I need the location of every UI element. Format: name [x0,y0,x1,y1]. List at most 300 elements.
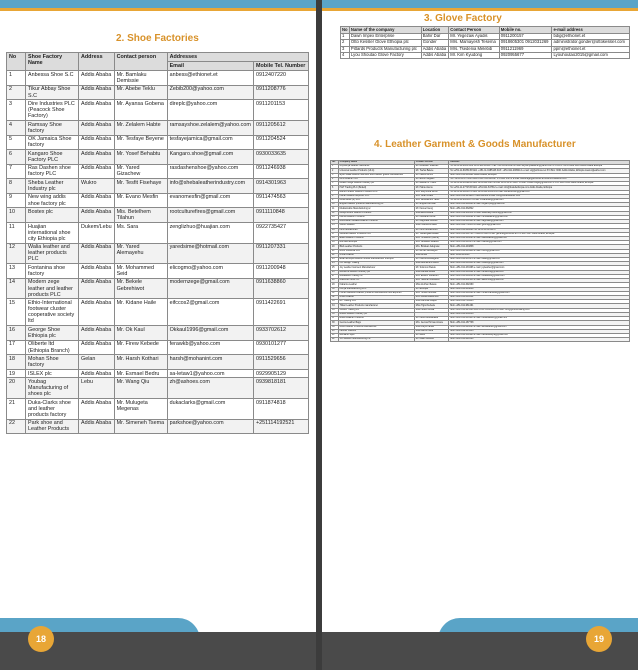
row-number: 36 [331,312,339,316]
row-number: 4 [341,52,350,58]
right-footer [322,618,638,670]
table-row [7,208,309,223]
row-number: 8 [7,179,26,194]
factory-email: modernzege@gmail.com [167,278,253,299]
row-number: 18 [331,236,339,240]
mobile-number: 0911110848 [254,208,309,223]
company-name: Dawn Impex Enterprise [349,33,421,39]
contact-person: Mr. Ok Kaul [114,326,167,341]
mobile-number: 0920955677 [499,52,552,58]
glove-factory-title: 3. Glove Factory [424,13,502,24]
table-row [7,243,309,264]
address: Mob +251-911-235979 e-mail: ewan@gmail.com [449,258,630,262]
factory-name: Modern zege leather and leather products PLC [26,278,79,299]
contact-person: Mr. Yared Gizachew [114,164,167,179]
company-name: Kenya Manufacturing PLC [338,287,414,291]
factory-email: rasdashenshoe@yahoo.com [167,164,253,179]
row-number: 9 [7,193,26,208]
mobile-number: 0911201153 [254,100,309,121]
contact-person: Mr. Fahd Abdulahasai [414,317,448,321]
contact-person: Miss Lidya Hafisa [414,325,448,329]
company-name: Bile Bile Ethiopia [338,241,414,245]
left-footer [0,618,316,670]
contact-person: Mr. Zelalem Habte [114,120,167,135]
address: Mob +251-911-231910 e-mail: adenmus@gmail.com [449,279,630,283]
column-header: Location [421,27,449,34]
row-number: 37 [331,317,339,321]
page-number: 18 [28,626,54,652]
contact-person: Mr. Abebe Teklu [114,85,167,100]
table-row [7,378,309,399]
column-header: Company Name [338,161,414,165]
factory-name: Oliberte ltd (Ethiopia Branch) [26,340,79,355]
col-address: Address [79,53,115,71]
mobile-number: +251114192521 [254,419,309,434]
factory-name: Mohan Shoe factory [26,355,79,370]
contact-person: Mr. Esmael Bedru [114,369,167,377]
company-name: Honeb Manifest Leather products manufacturer and Exporter [338,291,414,295]
left-page [0,0,316,670]
company-name: Joy Leather Garment Manufacturer [338,266,414,270]
address: Mob +251-911-160966 e-mail: bethaniestyle@gmail.com [449,333,630,337]
company-name: Gibbon Trading Plc [338,308,414,312]
mobile-number: 0911208776 [254,85,309,100]
address: Mob +251-944-732333 e-mail: gitumi@gmail.com [449,224,630,228]
factory-email: ramsayshoe.zelalem@yahoo.com [167,120,253,135]
factory-name: Anbessa Shoe S.C [26,71,79,86]
row-number: 11 [7,222,26,243]
factory-address: Addis Ababa [79,120,115,135]
address: Mob +251-911-083332 [449,296,630,300]
factory-address: Addis Ababa [79,278,115,299]
table-row [7,120,309,135]
company-name: Mota Nettle (R) PLC [338,198,414,202]
column-header: Contact Person [414,161,448,165]
address: Tel +251-11-2772726 Mob +251-911-647512 e-mail: info@bodellethiopia.com Addis Ababa, Ethiopia [449,186,630,190]
company-name: Bodib Leather Products [338,317,414,321]
col-name: Shoe Factory Name [26,53,79,71]
row-number: 15 [331,224,339,228]
mobile-number: 0911211969 [499,46,552,52]
factory-address: Addis Ababa [79,264,115,279]
table-row [341,40,630,46]
col-mobile: Mobile Tel. Number [254,62,309,71]
row-number: 8 [331,194,339,198]
contact-person: Mr. Bamlaku Demissie [114,71,167,86]
contact-person: Mr. Ethiopia [414,287,448,291]
table-row [341,52,630,58]
location: Bahir Dar [421,33,449,39]
factory-address: Addis Ababa [79,150,115,165]
factory-name: OK Jamaica Shoe factory [26,135,79,150]
mobile-number: 0930101277 [254,340,309,355]
table-row [7,355,309,370]
col-contact: Contact person [114,53,167,71]
row-number: 42 [331,338,339,342]
column-header: No [342,26,348,32]
contact-person: Miss Meron Girai [414,329,448,333]
row-number: 41 [331,333,339,337]
contact-person: Miss Amde [414,253,448,257]
factory-name: Dire Industries PLC (Peacock Shoe Factory) [26,100,79,121]
table-row [7,85,309,100]
col-addresses: Addresses [167,53,308,62]
factory-name: Huajian international shoe city Ethiopia plc [26,222,79,243]
table-row [7,179,309,194]
table-row [7,419,309,434]
contact-person: Mr. Harsh Kothari [114,355,167,370]
table-row [7,164,309,179]
address: Mob +251-911-496680 Tel +251-11-5531072 [449,228,630,232]
address: Mob +251-911-480700 / 0911617960 e-mail: general@ethionet.et P.O.Box 1127 Addis Ababa, Ethiopia [449,232,630,236]
row-number: 22 [7,419,26,434]
mobile-number: 0911204524 [254,135,309,150]
contact-person: Mr. Tesfaye Beyene [114,135,167,150]
factory-name: Tikur Abbay Shoe S.C [26,85,79,100]
company-name: Nabarna Leather [338,283,414,287]
factory-email: rootculturefires@gmail.com [167,208,253,223]
mobile-number: 0911207331 [254,243,309,264]
column-header: Contact Person [449,27,499,34]
row-number: 17 [331,232,339,236]
address: Mob +251-911-209264 e-mail: engidu.plc@gmail.com [449,203,630,207]
address: Mob +251-911-686380 e-mail: honebmanifest@gmail.com [449,291,630,295]
company-name: General Leather Products PLC [338,232,414,236]
address: Mob +251-911-204838 [449,245,630,249]
top-stripe [0,0,316,8]
row-number: 15 [7,299,26,326]
contact-person: Mr. Evano Mesfin [114,193,167,208]
address: Mob +251-911-416913 e-mail: bodibleather@gmail.com [449,317,630,321]
factory-email: elicogmo@yahoo.com [167,264,253,279]
row-number: 38 [331,321,339,325]
factory-name: Sheba Leather Industry plc [26,179,79,194]
company-name: RP Trading PLC [338,300,414,304]
company-name: Redchatter Mesasa Leather Products [338,220,414,224]
company-name: Melllymoners Leather Products [338,211,414,215]
leather-garment-table [330,160,630,342]
factory-name: Fontanina shoe factory [26,264,79,279]
address: Mob +251-911-284481 Addis Ababa, Ethiopia [449,173,630,177]
factory-email: dukaclarks@gmail.com [167,399,253,420]
contact-person: Mr. Engidu Demisie [414,203,448,207]
factory-address: Addis Ababa [79,193,115,208]
email-address: ppm@ethionet.et [552,46,630,52]
row-number: 26 [331,270,339,274]
address: Tel +251-11-6185145 Mob. +251-11-6185146 FAX: +251-911-2080412 e-mail: ulg@ethionet.et P.O.Box: 9001 Addis Ababa, Ethiopia www.ulgleather.com [449,169,630,173]
address: Mob +251-912-092131 e-mail: elsamellymoners@gmail.com [449,211,630,215]
factory-name: Walia leather and leather products PLC [26,243,79,264]
address: Tel +251-11-3206576 Mob +251-911-403133 e-mail: barrelforever@gmail.com [449,190,630,194]
contact-person: Mr. Yared Alemayehu [114,243,167,264]
row-number: 13 [331,215,339,219]
company-name: Ewan Ethiopia Leather Goods Manufacturer & Export [338,258,414,262]
contact-person: Mrs. Honeb Mohelle [414,291,448,295]
company-name: Eselo Leather Products [338,236,414,240]
factory-address: Gelan [79,355,115,370]
row-number: 7 [7,164,26,179]
contact-person: Mrs. Genna Hirmas Amare [414,321,448,325]
table-row [7,278,309,299]
address: Mob +251-911-783245 [449,300,630,304]
contact-person: Mr. Tsehai Belete [414,169,448,173]
factory-address: Dukem/Lebu [79,222,115,243]
mobile-number: 0911205612 [254,120,309,135]
contact-person: Mis. Betelhem Tilahun [114,208,167,223]
address: Mob +251-911-483976 e-mail: bilebile@gmail.com [449,241,630,245]
factory-name: Bostex plc [26,208,79,223]
address: Mob +251-911-248520 [449,338,630,342]
row-number: 12 [331,211,339,215]
column-header: Name of the company [349,27,421,34]
right-page [322,0,638,670]
table-row [7,399,309,420]
company-name: Lyou Shoutao Glove Factory [349,52,421,58]
row-number: 21 [331,249,339,253]
address: Mob +251-911-165093 e-mail: eseloleather@gmail.com [449,236,630,240]
row-number: 23 [331,258,339,262]
company-name: Bilchi Industrial PLC [338,249,414,253]
mobile-number: 0929905129 [254,369,309,377]
address: Mob +251-911-006440 e-mail: ocdesign@gmail.com [449,262,630,266]
factory-email: Zebib200@yahoo.com [167,85,253,100]
row-number: 17 [7,340,26,355]
contact-person: Miss Zerihun Bekele [414,283,448,287]
company-name: Genna Leather Bags [338,321,414,325]
row-number: 34 [331,304,339,308]
contact-person: Mr. Dagmawi Ashebe [414,220,448,224]
factory-address: Addis Ababa [79,208,115,223]
shoe-factories-title: 2. Shoe Factories [116,33,199,44]
factory-address: Addis Ababa [79,419,115,434]
contact-person: Mr. Fanuel Geng [414,207,448,211]
address: Mob +251-911-630016 [449,312,630,316]
contact-person: Mrs. Essent Tesfamon [414,274,448,278]
table-row [7,222,309,243]
row-number: 16 [331,228,339,232]
contact-person: Mrs. Meymuna Sirour [414,190,448,194]
address: Mob: 0911-014330 [449,253,630,257]
location: Addis Ababa [421,46,449,52]
mobile-number: 0911200948 [254,264,309,279]
factory-email: direplc@yahoo.com [167,100,253,121]
contact-person: Mr. Dawit Kebebe [414,338,448,342]
factory-name: Ethio-International footwear cluster cooperative society ltd [26,299,79,326]
row-number: 31 [331,291,339,295]
col-email: Email [167,62,253,71]
contact-person: Mrs. Netsanet Zelalem [414,241,448,245]
mobile-number: 0918605301 0912031269 [499,40,552,46]
contact-person: Mrs. Bethelehem Tafes [414,198,448,202]
row-number: 18 [7,355,26,370]
contact-person: Mrs. Birtukan Adugnaw [414,245,448,249]
factory-email: eifccos2@gmail.com [167,299,253,326]
contact-person: Mr. Lomi Mohammed [414,228,448,232]
factory-name: ISLEX plc [26,369,79,377]
factory-address: Wukro [79,179,115,194]
contact-person: Mr. Bilelli [414,333,448,337]
contact-person: Mrs. Tasfinan Diessebs [414,279,448,283]
contact-person: Mr. Mohammed Seid [114,264,167,279]
factory-name: New wing addis shoe factory plc [26,193,79,208]
row-number: 5 [7,135,26,150]
factory-email: sa-letaw1@yahoo.com [167,369,253,377]
row-number: 2 [341,40,350,46]
contact-person: Miss Rahwa Desta [414,270,448,274]
row-number: 32 [331,296,339,300]
table-row [7,193,309,208]
contact-person: Mrs. Noah Fuard [414,194,448,198]
contact-person: Mrs. Tinsahunt (Alene) [414,236,448,240]
table-row [7,135,309,150]
contact-person: Mr. Netsanet Amha [414,215,448,219]
contact-person: Mr. Habte Alemu [414,186,448,190]
contact-person: Miss Bethlehem Asefa [414,262,448,266]
contact-person: Mr. Solomon Beletu [414,266,448,270]
address: Mob +251-911-233496 e-mail: joyleather@gmail.com [449,266,630,270]
address: Mob +251-911-486059 e-mail: redleaved@gmail.com [449,274,630,278]
company-name: Gitumi Leather [338,224,414,228]
company-name: BEA Leather Products [338,245,414,249]
row-number: 2 [331,169,339,173]
factory-address: Lebu [79,378,115,399]
contact-person: Mr. Ayansa Gobena [114,100,167,121]
address: Mob +251-911-692260 [449,283,630,287]
row-number: 1 [331,165,339,169]
row-number: 3 [331,173,339,177]
table-row [7,150,309,165]
contact-person: Miss Solen Dessa [414,308,448,312]
company-name: Mimi Leather PLC [338,177,414,181]
contact-person: Mr. Tesfamgaa Desale [414,232,448,236]
company-name: Otto Kessler Glove Ethiopia plc [349,40,421,46]
factory-email: evanomesfin@gmail.com [167,193,253,208]
contact-person: Miss Tewodros Aklilu [414,224,448,228]
company-name: Modern Zege Leather Industry plc [338,182,414,186]
mobile-number: 0939818181 [254,378,309,399]
address: Mob +251-911-187738 [449,321,630,325]
row-number: 12 [7,243,26,264]
contact-person: Mr. Bekele Gebrehiwot [114,278,167,299]
mobile-number: 0912407220 [254,71,309,86]
row-number: 10 [331,203,339,207]
factory-email: yaredsime@hotmail.com [167,243,253,264]
location: Gonder [421,40,449,46]
contact-person: Mr. Tesfit Fisehaye [114,179,167,194]
factory-address: Addis Ababa [79,399,115,420]
company-name: Bersecca Leather Industry plc [338,270,414,274]
factory-address: Addis Ababa [79,243,115,264]
factory-email: zenglizhuo@huajian.com [167,222,253,243]
row-number: 3 [7,100,26,121]
mobile-number: 0911200157 [499,33,552,39]
company-name: Pittards Products Manufacturing plc [349,46,421,52]
row-number: 40 [331,329,339,333]
row-number: 30 [331,287,339,291]
contact-person: Mr. Efrem Negash [414,177,448,181]
contact-person: Mr. Birhan Gezahgne [414,249,448,253]
address: Mob +251-911-200960 e-mail: dagmawi@gmail.com [449,220,630,224]
address: Mob +251-911-180892 e-mail: nennaleather@gmail.com [449,215,630,219]
factory-name: Ras Dashen shoe factory PLC [26,164,79,179]
location: Addis Ababa [421,52,449,58]
address: Mob +251-911-632822 [449,207,630,211]
row-number: 7 [331,190,339,194]
factory-address: Addis Ababa [79,340,115,355]
contact-person: Ms. Sara [114,222,167,243]
row-number: 28 [331,279,339,283]
contact-person: Mr. Bekele G. Hiwot [414,182,448,186]
company-name: Redleaved Trading Plc [338,274,414,278]
factory-email: ferawkb@yahoo.com [167,340,253,355]
row-number: 19 [331,241,339,245]
factory-address: Addis Ababa [79,100,115,121]
row-number: 4 [331,177,339,181]
table-row [7,71,309,86]
glove-factory-table [340,26,630,59]
col-no: No [7,53,26,71]
factory-address: Addis Ababa [79,299,115,326]
factory-address: Addis Ababa [79,369,115,377]
factory-email: zh@ashoes.com [167,378,253,399]
row-number: 21 [7,399,26,420]
factory-address: Addis Ababa [79,164,115,179]
contact-person: Mr. Kim Kyudong [449,52,499,58]
company-name: Ashu Leather Products Manufacture [338,325,414,329]
contact-person: Mr. Yegezaw Ayadis [449,33,499,39]
contact-person: Mr. Fasusi Birmo [414,173,448,177]
column-header: No. [331,161,339,165]
company-name: Amen Leather [338,296,414,300]
table-row [7,100,309,121]
shoe-factories-table [6,52,309,434]
row-number: 29 [331,283,339,287]
factory-name: Ramsay Shoe factory [26,120,79,135]
row-number: 33 [331,300,339,304]
row-number: 35 [331,308,339,312]
row-number: 14 [7,278,26,299]
company-name: Bethanie Style [338,333,414,337]
address: Mob +251-911-404949 e-mail: bilchi@gmail.com [449,249,630,253]
contact-person: Miss Rahmat Abajito [414,300,448,304]
email-address: bdig@ethionet.et [552,33,630,39]
table-row [7,264,309,279]
address: Tel +251-11-6183367 e-mail: motanettle@gmail.com [449,198,630,202]
contact-person: Mr. Wang Qiu [114,378,167,399]
factory-email: Kangaro.shoe@gmail.com [167,150,253,165]
row-number: 3 [341,46,350,52]
address: Mob +251-913-329904 / 0911382466 e-mail: info@lishanleather.com [449,194,630,198]
company-name: Engidu Leather products Manufacturing plc [338,203,414,207]
factory-email: Okkaul1996@gmail.com [167,326,253,341]
mobile-number: 0911638860 [254,278,309,299]
mobile-number: 0911246938 [254,164,309,179]
row-number: 39 [331,325,339,329]
contact-person: Mr. Fiseha Weldegebe [414,258,448,262]
factory-email: harsh@mohanint.com [167,355,253,370]
address: Mob +251-911-961291 [449,304,630,308]
row-number: 5 [331,182,339,186]
row-number: 11 [331,207,339,211]
company-name: Eyob Waka Leather Garment and Leather goods manufacturer [338,173,414,177]
table-row [7,299,309,326]
factory-address: Addis Ababa [79,71,115,86]
company-name: Universal Leather Products (ULG) [338,169,414,173]
factory-address: Addis Ababa [79,326,115,341]
row-number: 22 [331,253,339,257]
mobile-number: 0911529656 [254,355,309,370]
row-number: 20 [7,378,26,399]
